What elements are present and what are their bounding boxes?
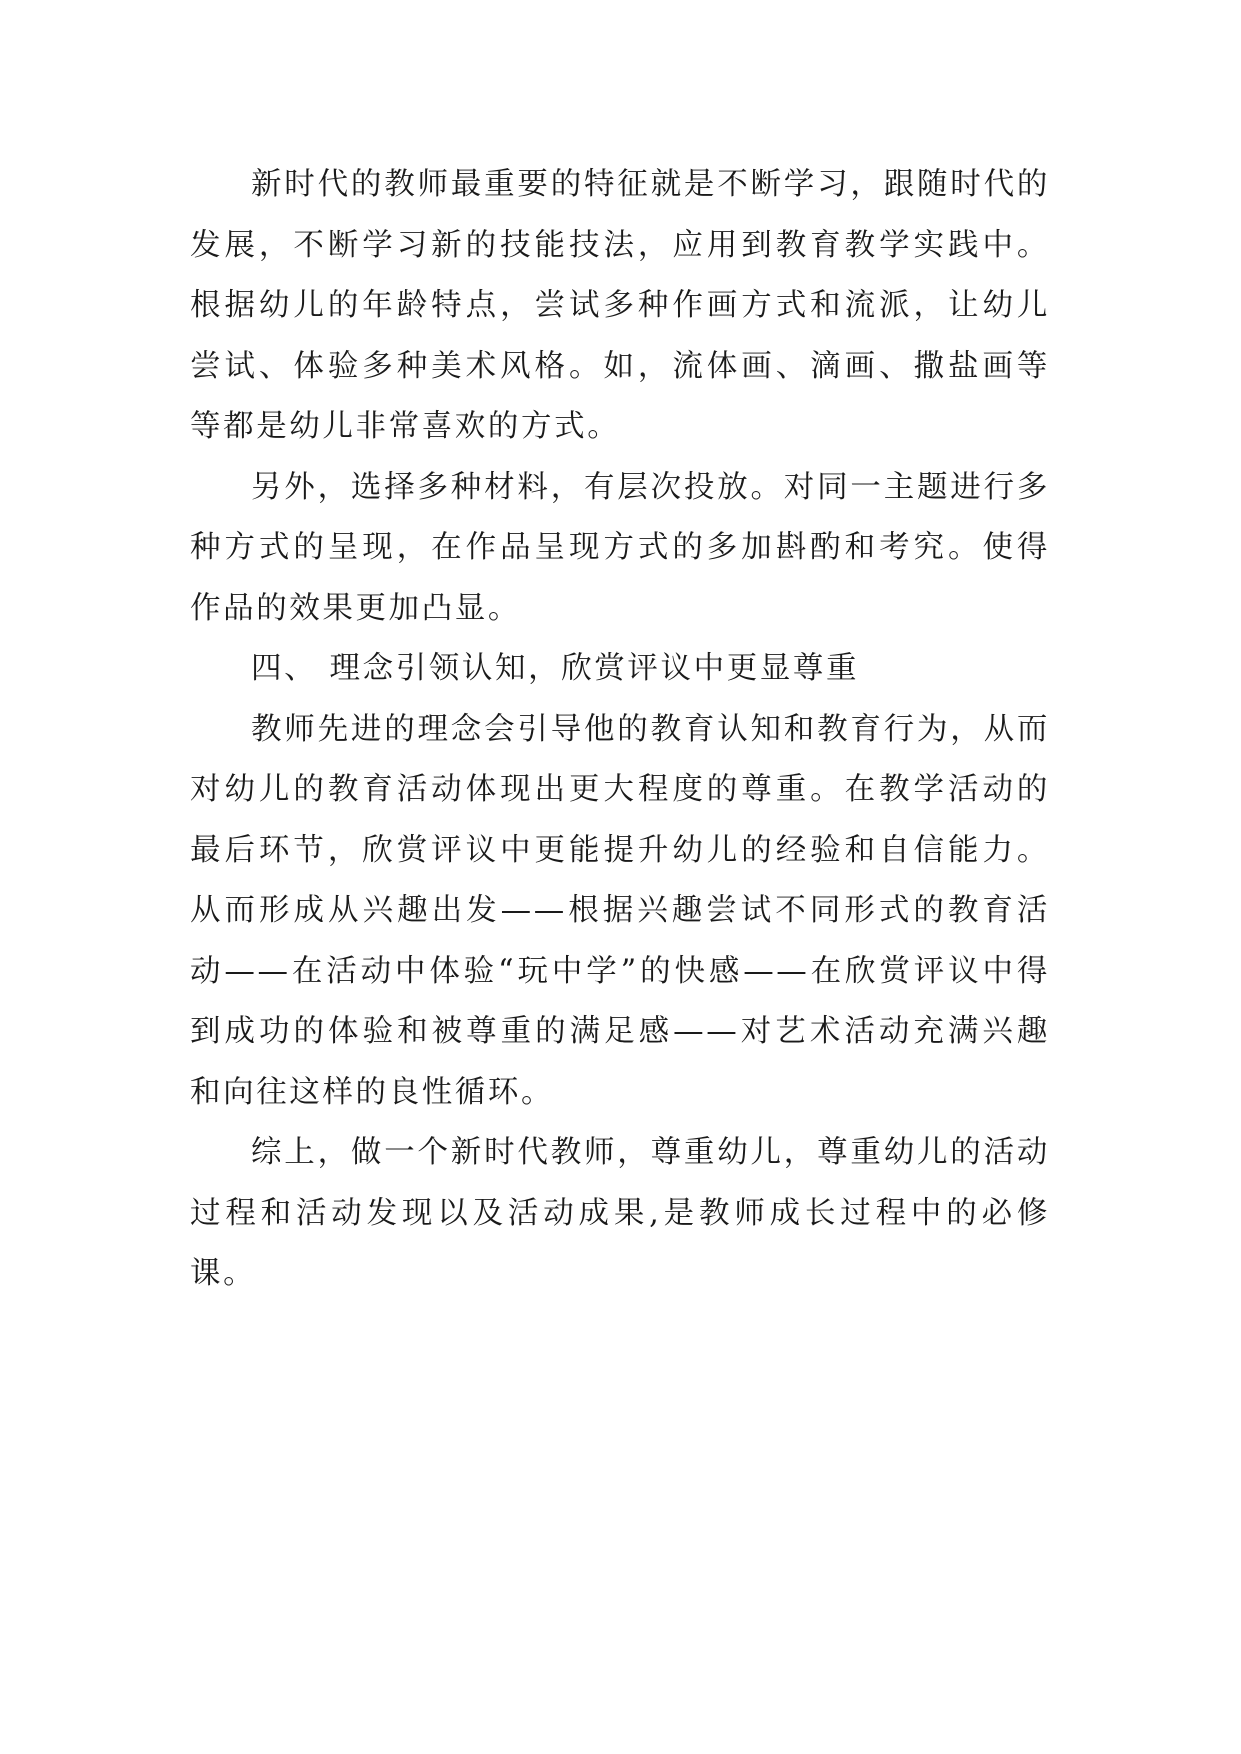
document-body (190, 155, 1050, 1305)
paragraph-learning: 新时代的教师最重要的特征就是不断学习，跟随时代的发展，不断学习新的技能技法，应用到教育教学实践中。根据幼儿的年龄特点，尝试多种作画方式和流派，让幼儿尝试、体验多种美术风格。如，流体画、滴画、撒盐画等等都是幼儿非常喜欢的方式。 (190, 167, 1050, 444)
section-heading: 四、 理念引领认知，欣赏评议中更显尊重 (251, 651, 860, 686)
paragraph-summary: 综上，做一个新时代教师，尊重幼儿，尊重幼儿的活动过程和活动发现以及活动成果,是教师成长过程中的必修课。 (190, 1135, 1050, 1291)
paragraph-concept: 教师先进的理念会引导他的教育认知和教育行为，从而对幼儿的教育活动体现出更大程度的尊重。在教学活动的最后环节，欣赏评议中更能提升幼儿的经验和自信能力。从而形成从兴趣出发——根据兴趣尝试不同形式的教育活动——在活动中体验“玩中学”的快感——在欣赏评议中得到成功的体验和被尊重的满足感——对艺术活动充满兴趣和向往这样的良性循环。 (190, 711, 1050, 1110)
paragraph-materials: 另外，选择多种材料，有层次投放。对同一主题进行多种方式的呈现，在作品呈现方式的多加斟酌和考究。使得作品的效果更加凸显。 (190, 469, 1050, 626)
